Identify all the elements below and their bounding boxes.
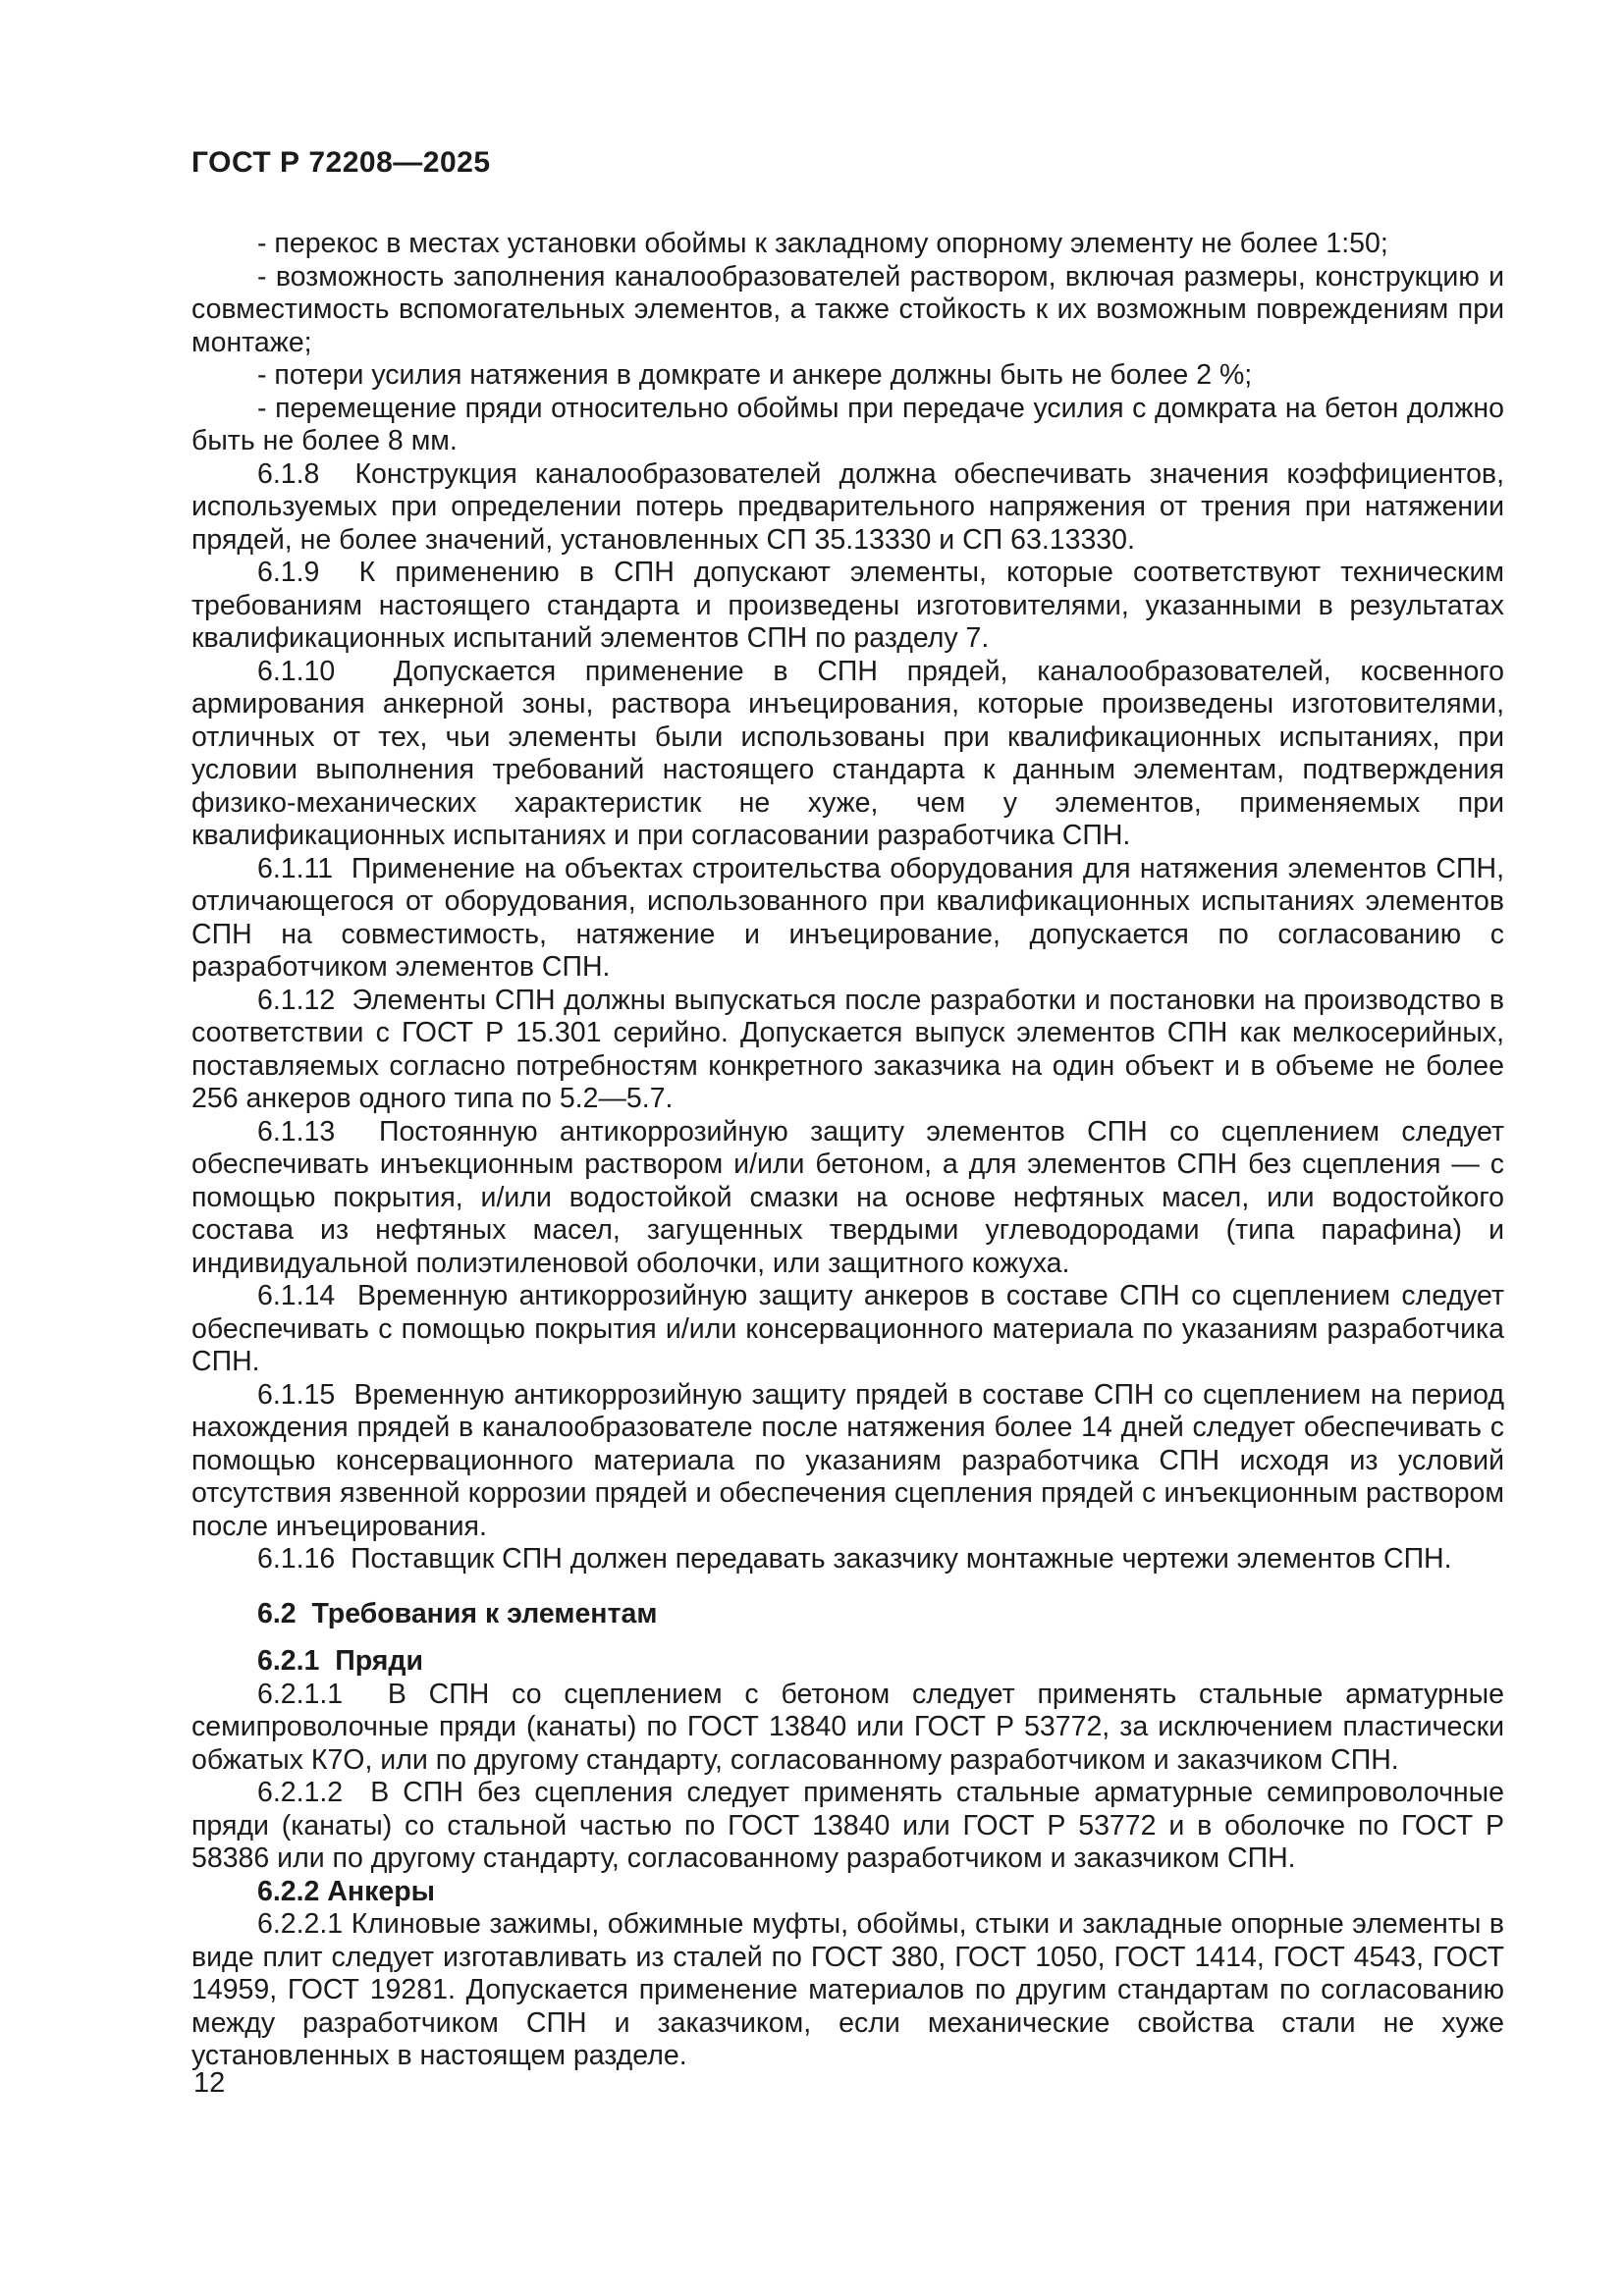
clause-6-2-1-1: 6.2.1.1 В СПН со сцеплением с бетоном следует применять стальные арматурные семипроволочные пряди (канаты) по ГОСТ 13840 или ГОСТ Р 53772, за исключением пластически обжатых К7О, или по другому стандарту, согласованному разработчиком и заказчиком СПН. <box>191 1678 1504 1776</box>
document-code-header: ГОСТ Р 72208—2025 <box>191 146 491 179</box>
clause-6-2-1-2: 6.2.1.2 В СПН без сцепления следует применять стальные арматурные семипроволочные пряди (канаты) со стальной частью по ГОСТ 13840 или ГОСТ Р 53772 и в оболочке по ГОСТ Р 58386 или по другому стандарту, согласованному разработчиком и заказчиком СПН. <box>191 1777 1504 1874</box>
clause-6-1-14: 6.1.14 Временную антикоррозийную защиту анкеров в составе СПН со сцеплением следует обеспечивать с помощью покрытия и/или консервационного материала по указаниям разработчика СПН. <box>191 1280 1504 1377</box>
list-item-jack-losses: - потери усилия натяжения в домкрате и анкере должны быть не более 2 %; <box>257 359 1253 391</box>
subsection-heading-6-2-2: 6.2.2 Анкеры <box>257 1875 435 1907</box>
clause-6-1-9: 6.1.9 К применению в СПН допускают элементы, которые соответствуют техническим требованиям настоящего стандарта и произведены изготовителями, указанными в результатах квалификационных испытаний элементов СПН по разделу 7. <box>191 557 1504 654</box>
clause-6-1-15: 6.1.15 Временную антикоррозийную защиту прядей в составе СПН со сцеплением на период нахождения прядей в каналообразователе после натяжения более 14 дней следует обеспечивать с помощью консервационного материала по указаниям разработчика СПН исходя из условий отсутствия язвенной коррозии прядей и обеспечения сцепления прядей с инъекционным раствором после инъецирования. <box>191 1378 1504 1542</box>
clause-6-1-11: 6.1.11 Применение на объектах строительства оборудования для натяжения элементов СПН, отличающегося от оборудования, использованного при квалификационных испытаниях элементов СПН на совместимость, натяжение и инъецирование, допускается по согласованию с разработчиком элементов СПН. <box>191 852 1504 983</box>
clause-6-1-8: 6.1.8 Конструкция каналообразователей должна обеспечивать значения коэффициентов, используемых при определении потерь предварительного напряжения от трения при натяжении прядей, не более значений, установленных СП 35.13330 и СП 63.13330. <box>191 457 1504 556</box>
clause-6-1-13: 6.1.13 Постоянную антикоррозийную защиту элементов СПН со сцеплением следует обеспечивать инъекционным раствором и/или бетоном, а для элементов СПН без сцепления — с помощью покрытия, и/или водостойкой смазки на основе нефтяных масел, или водостойкого состава из нефтяных масел, загущенных твердыми углеводородами (типа парафина) и индивидуальной полиэтиленовой оболочки, или защитного кожуха. <box>191 1115 1504 1279</box>
subsection-heading-6-2-1: 6.2.1 Пряди <box>257 1645 423 1677</box>
list-item-grout-filling: - возможность заполнения каналообразователей раствором, включая размеры, конструкцию и совместимость вспомогательных элементов, а также стойкость к их возможным повреждениям при монтаже; <box>191 260 1504 358</box>
clause-6-1-12: 6.1.12 Элементы СПН должны выпускаться после разработки и постановки на производство в соответствии с ГОСТ Р 15.301 серийно. Допускается выпуск элементов СПН как мелкосерийных, поставляемых согласно потребностям конкретного заказчика на один объект и в объеме не более 256 анкеров одного типа по 5.2—5.7. <box>191 984 1504 1114</box>
clause-6-1-16: 6.1.16 Поставщик СПН должен передавать заказчику монтажные чертежи элементов СПН. <box>257 1543 1452 1575</box>
clause-6-2-2-1: 6.2.2.1 Клиновые зажимы, обжимные муфты, обоймы, стыки и закладные опорные элементы в виде плит следует изготавливать из сталей по ГОСТ 380, ГОСТ 1050, ГОСТ 1414, ГОСТ 4543, ГОСТ 14959, ГОСТ 19281. Допускается применение материалов по другим стандартам по согласованию между разработчиком СПН и заказчиком, если механические свойства стали не хуже установленных в настоящем разделе. <box>191 1908 1504 2071</box>
list-item-skew-tolerance: - перекос в местах установки обоймы к закладному опорному элементу не более 1:50; <box>257 228 1388 259</box>
page-number: 12 <box>193 2067 226 2099</box>
list-item-strand-movement: - перемещение пряди относительно обоймы при передаче усилия с домкрата на бетон должно быть не более 8 мм. <box>191 392 1504 456</box>
section-heading-6-2: 6.2 Требования к элементам <box>257 1597 658 1629</box>
document-body <box>191 228 1504 2073</box>
clause-6-1-10: 6.1.10 Допускается применение в СПН прядей, каналообразователей, косвенного армирования анкерной зоны, раствора инъецирования, которые произведены изготовителями, отличных от тех, чьи элементы были использованы при квалификационных испытаниях, при условии выполнения требований настоящего стандарта к данным элементам, подтверждения физико-механических характеристик не хуже, чем у элементов, применяемых при квалификационных испытаниях и при согласовании разработчика СПН. <box>191 655 1504 851</box>
